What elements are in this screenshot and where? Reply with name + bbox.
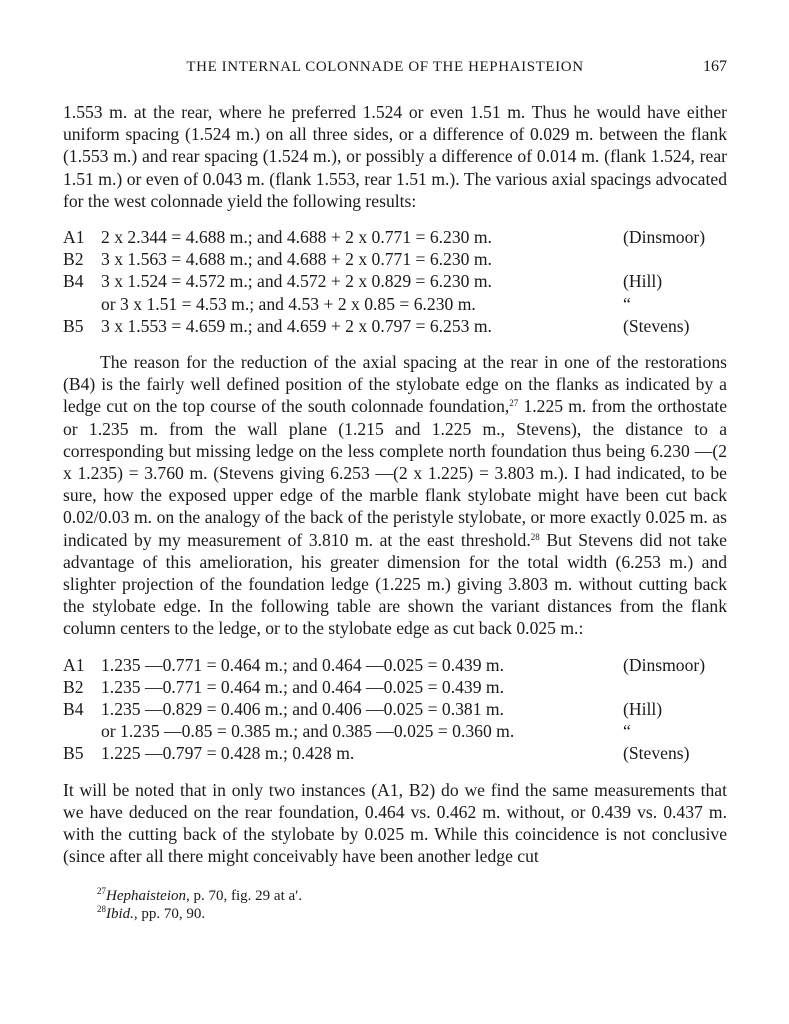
- running-header: [63, 58, 727, 82]
- running-title: THE INTERNAL COLONNADE OF THE HEPHAISTEION: [186, 59, 584, 75]
- paragraph-2-part-1: The reason for the reduction of the axial spacing at the rear in one of the restorations (B4) is the fairly well defined position of the stylobate edge on the flanks as indicated by a ledge cut on the top course of the south colonnade foundation,: [63, 352, 727, 417]
- footnote-number: 27: [97, 885, 106, 896]
- page: [63, 58, 727, 923]
- row-label: B5: [63, 743, 84, 764]
- row-label: [63, 720, 101, 742]
- footnote-text: , pp. 70, 90.: [133, 905, 206, 922]
- row-label: B2: [63, 676, 84, 697]
- row-expression: 3 x 1.524 = 4.572 m.; and 4.572 + 2 x 0.829 = 6.230 m.: [101, 271, 492, 292]
- footnotes: [63, 887, 727, 923]
- table-row: [63, 226, 727, 248]
- footnote-ref-27: 27: [509, 398, 519, 409]
- row-attribution: [623, 676, 727, 698]
- row-attribution: (Stevens): [623, 743, 690, 764]
- ledge-distance-table: [63, 654, 727, 765]
- row-label: A1: [63, 654, 85, 675]
- table-row: [63, 676, 727, 698]
- row-expression: 2 x 2.344 = 4.688 m.; and 4.688 + 2 x 0.771 = 6.230 m.: [101, 227, 492, 248]
- paragraph-3: It will be noted that in only two instances (A1, B2) do we find the same measurements that we have deduced on the rear foundation, 0.464 vs. 0.462 m. without, or 0.439 vs. 0.437 m. with the cutting back of the stylobate by 0.025 m. While this coincidence is not conclusive (since after all there might conceivably have been another ledge cut: [63, 779, 727, 867]
- row-attribution: (Hill): [623, 699, 663, 720]
- page-number: 167: [703, 58, 727, 75]
- row-expression: 1.235 —0.771 = 0.464 m.; and 0.464 —0.025 = 0.439 m.: [101, 654, 504, 675]
- row-expression: 3 x 1.563 = 4.688 m.; and 4.688 + 2 x 0.771 = 6.230 m.: [101, 249, 492, 270]
- axial-spacing-table: [63, 226, 727, 337]
- row-attribution: “: [623, 293, 631, 314]
- table-row: [63, 698, 727, 720]
- footnote-27: [97, 887, 727, 905]
- row-label: [63, 293, 101, 315]
- row-expression: or 3 x 1.51 = 4.53 m.; and 4.53 + 2 x 0.85 = 6.230 m.: [101, 293, 476, 314]
- row-label: B2: [63, 249, 84, 270]
- row-label: B5: [63, 315, 84, 336]
- footnote-28: [97, 905, 727, 923]
- table-row: [63, 270, 727, 292]
- row-expression: 3 x 1.553 = 4.659 m.; and 4.659 + 2 x 0.797 = 6.253 m.: [101, 315, 492, 336]
- row-expression: 1.225 —0.797 = 0.428 m.; 0.428 m.: [101, 743, 355, 764]
- footnote-ref-28: 28: [530, 531, 540, 542]
- table-row: [63, 742, 727, 764]
- row-expression: or 1.235 —0.85 = 0.385 m.; and 0.385 —0.025 = 0.360 m.: [101, 721, 515, 742]
- footnote-citation: Ibid.: [106, 905, 134, 922]
- row-label: B4: [63, 271, 84, 292]
- table-row: [63, 720, 727, 742]
- footnote-text: , p. 70, fig. 29 at a′.: [186, 887, 303, 904]
- row-label: B4: [63, 699, 84, 720]
- footnote-citation: Hephaisteion: [106, 887, 186, 904]
- row-expression: 1.235 —0.829 = 0.406 m.; and 0.406 —0.025 = 0.381 m.: [101, 699, 504, 720]
- table-row: [63, 315, 727, 337]
- row-attribution: (Hill): [623, 271, 663, 292]
- row-attribution: (Dinsmoor): [623, 654, 706, 675]
- paragraph-2-part-2: 1.225 m. from the orthostate or 1.235 m. from the wall plane (1.215 and 1.225 m., Stevens), the distance to a corresponding but missing ledge on the less complete north foundation thus being 6.230 —(2 x 1.235) = 3.760 m. (Stevens giving 6.253 —(2 x 1.225) = 3.803 m.). I had indicated, to be sure, how the exposed upper edge of the marble flank stylobate might have been cut back 0.02/0.03 m. on the analogy of the back of the peristyle stylobate, or more exactly 0.025 m. as indicated by my measurement of 3.810 m. at the east threshold.: [63, 396, 727, 550]
- footnote-number: 28: [97, 903, 106, 914]
- paragraph-1: 1.553 m. at the rear, where he preferred 1.524 or even 1.51 m. Thus he would have either uniform spacing (1.524 m.) on all three sides, or a difference of 0.029 m. between the flank (1.553 m.) and rear spacing (1.524 m.), or possibly a difference of 0.014 m. (flank 1.524, rear 1.51 m.) or even of 0.043 m. (flank 1.553, rear 1.51 m.). The various axial spacings advocated for the west colonnade yield the following results:: [63, 102, 727, 211]
- paragraph-2: [63, 351, 727, 640]
- row-attribution: “: [623, 721, 631, 742]
- row-attribution: [623, 248, 727, 270]
- table-row: [63, 293, 727, 315]
- row-label: A1: [63, 227, 85, 248]
- paragraph-2-part-3: But Stevens did not take advantage of this amelioration, his greater dimension for the total width (6.253 m.) and slighter projection of the foundation ledge (1.225 m.) giving 3.803 m. without cutting back the stylobate edge. In the following table are shown the variant distances from the flank column centers to the ledge, or to the stylobate edge as cut back 0.025 m.:: [63, 529, 727, 639]
- table-row: [63, 654, 727, 676]
- row-attribution: (Dinsmoor): [623, 227, 706, 248]
- row-expression: 1.235 —0.771 = 0.464 m.; and 0.464 —0.025 = 0.439 m.: [101, 676, 504, 697]
- table-row: [63, 248, 727, 270]
- row-attribution: (Stevens): [623, 315, 690, 336]
